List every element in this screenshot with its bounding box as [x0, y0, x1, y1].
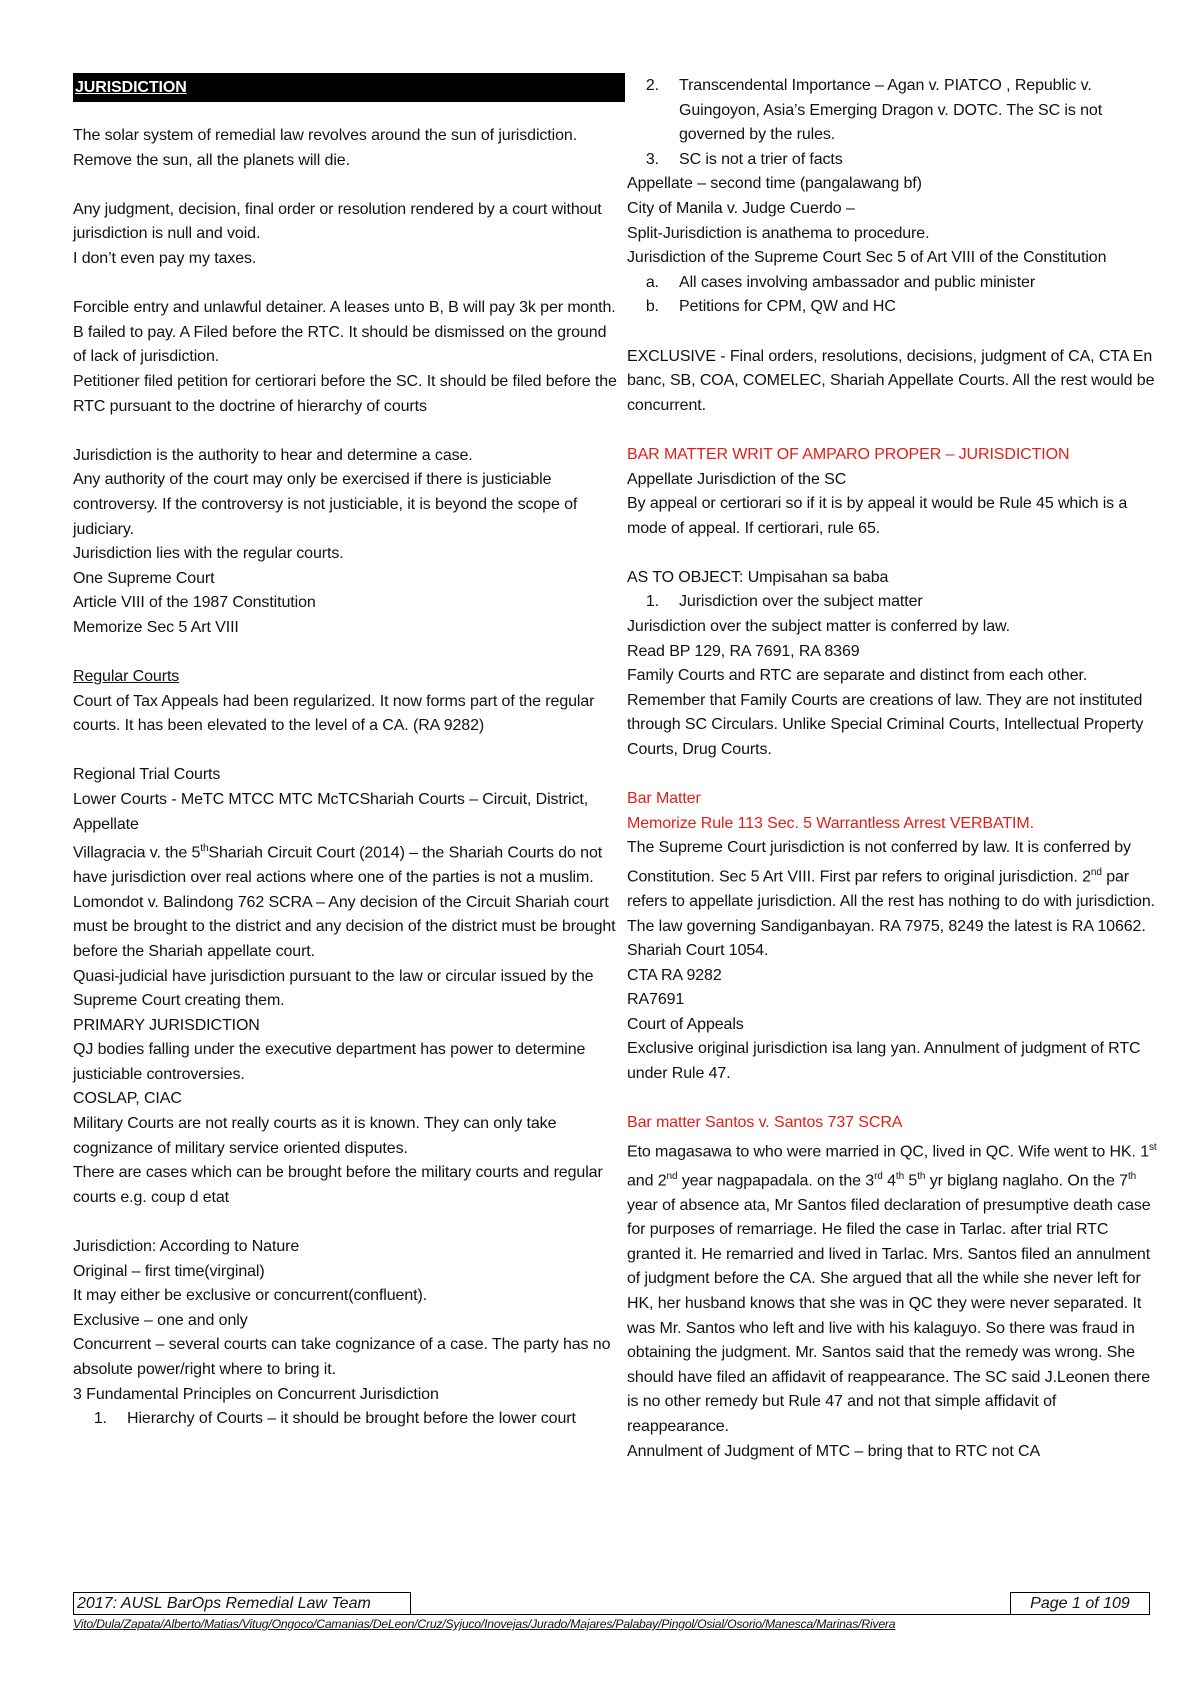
paragraph: One Supreme Court [73, 569, 215, 587]
paragraph: CTA RA 9282 [627, 966, 722, 984]
paragraph: COSLAP, CIAC [73, 1090, 182, 1108]
red-heading-memorize: Memorize Rule 113 Sec. 5 Warrantless Arrest VERBATIM. [627, 814, 1034, 832]
paragraph: Appellate Jurisdiction of the SC [627, 470, 847, 488]
paragraph: Read BP 129, RA 7691, RA 8369 [627, 642, 860, 660]
paragraph: Jurisdiction: According to Nature [73, 1238, 300, 1256]
paragraph: City of Manila v. Judge Cuerdo – [627, 199, 855, 217]
paragraph: The solar system of remedial law revolves around the sun of jurisdiction. Remove the sun, all the planets will die. [73, 127, 578, 169]
paragraph: The Supreme Court jurisdiction is not conferred by law. It is conferred by Constitution. Sec 5 Art VIII. First par refers to original jurisdiction. 2nd par refers to appellate jurisdiction. All the rest has nothing to do with jurisdiction. [627, 839, 1155, 910]
paragraph: Remember that Family Courts are creations of law. They are not instituted through SC Circulars. Unlike Special Criminal Courts, Intellectual Property Courts, Drug Courts. [627, 691, 1144, 759]
left-column [73, 74, 620, 1432]
red-heading-santos: Bar matter Santos v. Santos 737 SCRA [627, 1114, 903, 1132]
list-item: 3. SC is not a trier of facts [645, 150, 843, 168]
paragraph: By appeal or certiorari so if it is by appeal it would be Rule 45 which is a mode of appeal. If certiorari, rule 65. [627, 495, 1128, 537]
paragraph: Villagracia v. the 5thShariah Circuit Court (2014) – the Shariah Courts do not have jurisdiction over real actions where one of the parties is not a muslim. [73, 843, 603, 887]
footer-names: Vito/Dula/Zapata/Alberto/Matias/Vitug/Ongoco/Camanias/DeLeon/Cruz/Syjuco/Inovejas/Jurado/Majares/Palabay/Pingol/Osial/Osorio/Manesca/Marinas/Rivera [73, 1617, 896, 1631]
paragraph: Lower Courts - MeTC MTCC MTC McTCShariah Courts – Circuit, District, Appellate [73, 791, 589, 833]
right-column [627, 74, 1162, 1464]
paragraph: RA7691 [627, 991, 685, 1009]
paragraph: Court of Tax Appeals had been regularized. It now forms part of the regular courts. It has been elevated to the level of a CA. (RA 9282) [73, 692, 595, 735]
paragraph: Article VIII of the 1987 Constitution [73, 594, 316, 612]
paragraph: Appellate – second time (pangalawang bf) [627, 175, 922, 193]
paragraph: Regional Trial Courts [73, 766, 221, 784]
paragraph: PRIMARY JURISDICTION [73, 1016, 260, 1034]
paragraph: EXCLUSIVE - Final orders, resolutions, decisions, judgment of CA, CTA En banc, SB, COA, COMELEC, Shariah Appellate Courts. All the rest would be concurrent. [627, 347, 1155, 414]
paragraph: Annulment of Judgment of MTC – bring that to RTC not CA [627, 1442, 1041, 1460]
paragraph: Memorize Sec 5 Art VIII [73, 618, 239, 636]
paragraph: Any authority of the court may only be exercised if there is justiciable controversy. If the controversy is not justiciable, it is beyond the scope of judiciary. [73, 471, 578, 538]
paragraph: Split-Jurisdiction is anathema to procedure. [627, 224, 930, 242]
footer-page-number: Page 1 of 109 [1010, 1592, 1150, 1615]
paragraph: It may either be exclusive or concurrent(confluent). [73, 1287, 428, 1305]
paragraph: Any judgment, decision, final order or resolution rendered by a court without jurisdiction is null and void. [73, 200, 602, 243]
paragraph: Jurisdiction is the authority to hear and determine a case. [73, 446, 473, 464]
footer-divider [73, 1614, 1146, 1615]
paragraph: Quasi-judicial have jurisdiction pursuant to the law or circular issued by the Supreme Court creating them. [73, 967, 594, 1010]
paragraph: The law governing Sandiganbayan. RA 7975, 8249 the latest is RA 10662. [627, 917, 1146, 935]
paragraph: Jurisdiction of the Supreme Court Sec 5 of Art VIII of the Constitution [627, 249, 1107, 267]
paragraph: Military Courts are not really courts as it is known. They can only take cognizance of military service oriented disputes. [73, 1115, 557, 1157]
paragraph: There are cases which can be brought before the military courts and regular courts e.g. coup d etat [73, 1164, 603, 1206]
paragraph: Jurisdiction lies with the regular courts. [73, 545, 344, 563]
paragraph: Shariah Court 1054. [627, 942, 769, 960]
paragraph: Family Courts and RTC are separate and distinct from each other. [627, 667, 1088, 685]
paragraph: I don’t even pay my taxes. [73, 249, 257, 267]
list-item: b. Petitions for CPM, QW and HC [645, 298, 896, 316]
section-title: JURISDICTION [73, 73, 625, 102]
paragraph: QJ bodies falling under the executive department has power to determine justiciable controversies. [73, 1041, 586, 1083]
paragraph-santos: Eto magasawa to who were married in QC, lived in QC. Wife went to HK. 1st and 2nd year nagpapadala. on the 3rd 4th 5th yr biglang naglaho. On the 7th year of absence ata, Mr Santos filed declaration of presumptive death case for purposes of remarriage. He filed the case in Tarlac. after trial RTC granted it. He remarried and lived in Tarlac. Mrs. Santos filed an annulment of judgment before the CA. She argued that all the while she never left for HK, her husband knows that she was in QC they were never separated. It was Mr. Santos who left and live with his kalaguyo. So there was fraud in obtaining the judgment. Mr. Santos said that the remedy was wrong. She should have filed an affidavit of reappearance. The SC said J.Leonen there is no other remedy but Rule 47 and not that simple affidavit of reappearance. [627, 1141, 1157, 1436]
paragraph: Court of Appeals [627, 1015, 744, 1033]
red-heading-bar-matter: Bar Matter [627, 790, 701, 808]
footer-team: 2017: AUSL BarOps Remedial Law Team [73, 1592, 411, 1615]
paragraph: Jurisdiction over the subject matter is conferred by law. [627, 618, 1010, 636]
paragraph: AS TO OBJECT: Umpisahan sa baba [627, 568, 889, 586]
paragraph: Petitioner filed petition for certiorari before the SC. It should be filed before the RTC pursuant to the doctrine of hierarchy of courts [73, 372, 617, 415]
list-item: 1. Hierarchy of Courts – it should be brought before the lower court [93, 1410, 576, 1428]
paragraph: Exclusive – one and only [73, 1311, 248, 1329]
list-item: 2. Transcendental Importance – Agan v. PIATCO , Republic v. Guingoyon, Asia’s Emerging Dragon v. DOTC. The SC is not governed by the rules. [645, 77, 1103, 144]
paragraph: Concurrent – several courts can take cognizance of a case. The party has no absolute power/right where to bring it. [73, 1336, 611, 1379]
list-item: 1. Jurisdiction over the subject matter [645, 593, 923, 611]
paragraph: 3 Fundamental Principles on Concurrent Jurisdiction [73, 1385, 439, 1403]
subheading-regular-courts: Regular Courts [73, 668, 180, 686]
paragraph: Lomondot v. Balindong 762 SCRA – Any decision of the Circuit Shariah court must be brought to the district and any decision of the district must be brought before the Shariah appellate court. [73, 893, 616, 960]
paragraph: Original – first time(virginal) [73, 1262, 265, 1280]
paragraph: Forcible entry and unlawful detainer. A leases unto B, B will pay 3k per month. B failed to pay. A Filed before the RTC. It should be dismissed on the ground of lack of jurisdiction. [73, 299, 616, 366]
list-item: a. All cases involving ambassador and public minister [645, 273, 1036, 291]
red-heading-amparo: BAR MATTER WRIT OF AMPARO PROPER – JURISDICTION [627, 445, 1070, 463]
paragraph: Exclusive original jurisdiction isa lang yan. Annulment of judgment of RTC under Rule 47. [627, 1040, 1141, 1083]
